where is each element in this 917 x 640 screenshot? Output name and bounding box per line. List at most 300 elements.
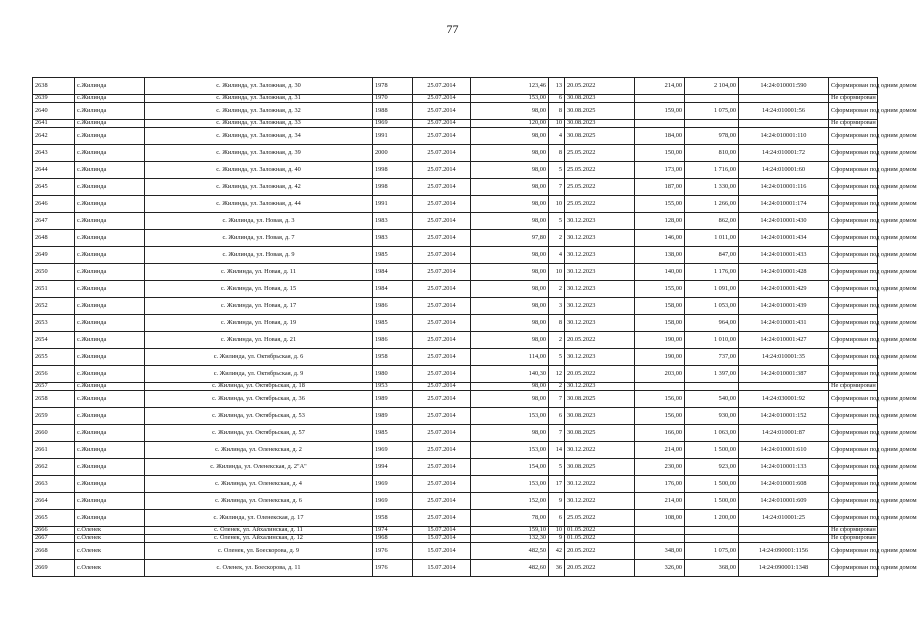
cell-cadastral-value: 923,00 — [685, 459, 739, 476]
cell-area: 98,00 — [471, 264, 549, 281]
cell-registration-date: 25.07.2014 — [413, 247, 471, 264]
cell-build-year: 1985 — [373, 425, 413, 442]
cell-row-number: 2654 — [33, 332, 75, 349]
cell-residents: 6 — [549, 95, 565, 103]
cell-build-year: 1986 — [373, 298, 413, 315]
cell-residents: 5 — [549, 213, 565, 230]
cell-land-area: 214,00 — [635, 442, 685, 459]
cell-land-area — [635, 527, 685, 535]
cell-build-year: 1984 — [373, 264, 413, 281]
cell-residents: 6 — [549, 408, 565, 425]
cell-land-status: Сформирован под одним домом — [829, 332, 878, 349]
cell-land-status: Сформирован под одним домом — [829, 179, 878, 196]
cell-registration-date: 25.07.2014 — [413, 332, 471, 349]
cell-row-number: 2652 — [33, 298, 75, 315]
cell-row-number: 2657 — [33, 383, 75, 391]
cell-cadastral-value — [685, 95, 739, 103]
table-row — [33, 476, 878, 493]
cell-land-area: 128,00 — [635, 213, 685, 230]
cell-land-status: Сформирован под одним домом — [829, 230, 878, 247]
cell-cadastral-value: 964,00 — [685, 315, 739, 332]
cell-row-number: 2659 — [33, 408, 75, 425]
cell-cadastral-number: 14:24:010001:434 — [739, 230, 829, 247]
cell-cadastral-number: 14:24:010001:439 — [739, 298, 829, 315]
cell-row-number: 2643 — [33, 145, 75, 162]
cell-registration-date: 25.07.2014 — [413, 196, 471, 213]
table-row — [33, 442, 878, 459]
cell-settlement: с.Жилинда — [75, 128, 145, 145]
cell-residents: 9 — [549, 493, 565, 510]
cell-deadline-date: 20.05.2022 — [565, 543, 635, 560]
cell-land-status: Не сформирован — [829, 535, 878, 543]
table-row — [33, 298, 878, 315]
cell-cadastral-value — [685, 383, 739, 391]
cell-area: 120,00 — [471, 120, 549, 128]
table-row — [33, 366, 878, 383]
cell-settlement: с.Жилинда — [75, 493, 145, 510]
cell-residents: 8 — [549, 103, 565, 120]
cell-cadastral-value: 1 330,00 — [685, 179, 739, 196]
cell-cadastral-number — [739, 383, 829, 391]
cell-land-area: 184,00 — [635, 128, 685, 145]
table-row — [33, 459, 878, 476]
cell-build-year: 1984 — [373, 281, 413, 298]
cell-deadline-date: 30.08.2025 — [565, 425, 635, 442]
cell-cadastral-number: 14:24:010001:87 — [739, 425, 829, 442]
table-row — [33, 332, 878, 349]
cell-cadastral-value: 1 075,00 — [685, 103, 739, 120]
cell-row-number: 2639 — [33, 95, 75, 103]
cell-deadline-date: 25.05.2022 — [565, 145, 635, 162]
cell-registration-date: 25.07.2014 — [413, 230, 471, 247]
cell-cadastral-value: 1 500,00 — [685, 442, 739, 459]
cell-land-status: Сформирован под одним домом — [829, 543, 878, 560]
cell-area: 98,00 — [471, 196, 549, 213]
cell-cadastral-value: 1 500,00 — [685, 476, 739, 493]
cell-settlement: с.Жилинда — [75, 510, 145, 527]
cell-address: с. Жилинда, ул. Заложная, д. 39 — [145, 145, 373, 162]
cell-cadastral-number: 14:24:010001:610 — [739, 442, 829, 459]
cell-row-number: 2658 — [33, 391, 75, 408]
cell-row-number: 2655 — [33, 349, 75, 366]
cell-address: с. Жилинда, ул. Новая, д. 3 — [145, 213, 373, 230]
table-row — [33, 128, 878, 145]
cell-deadline-date: 30.08.2023 — [565, 408, 635, 425]
cell-cadastral-number: 14:24:010001:609 — [739, 493, 829, 510]
cell-address: с. Жилинда, ул. Оленекская, д. 6 — [145, 493, 373, 510]
cell-land-area: 187,00 — [635, 179, 685, 196]
cell-cadastral-value: 1 716,00 — [685, 162, 739, 179]
cell-build-year: 1988 — [373, 103, 413, 120]
cell-build-year: 1986 — [373, 332, 413, 349]
cell-row-number: 2638 — [33, 78, 75, 95]
cell-land-status: Сформирован под одним домом — [829, 162, 878, 179]
cell-registration-date: 25.07.2014 — [413, 128, 471, 145]
cell-cadastral-value: 1 200,00 — [685, 510, 739, 527]
cell-area: 78,00 — [471, 510, 549, 527]
cell-residents: 8 — [549, 315, 565, 332]
cell-cadastral-value: 1 063,00 — [685, 425, 739, 442]
cell-cadastral-number: 14:24:010001:431 — [739, 315, 829, 332]
cell-deadline-date: 30.08.2023 — [565, 95, 635, 103]
table-row — [33, 196, 878, 213]
cell-residents: 2 — [549, 281, 565, 298]
cell-cadastral-value: 1 176,00 — [685, 264, 739, 281]
cell-build-year: 1969 — [373, 476, 413, 493]
cell-area: 98,00 — [471, 391, 549, 408]
cell-registration-date: 25.07.2014 — [413, 281, 471, 298]
cell-registration-date: 15.07.2014 — [413, 527, 471, 535]
cell-cadastral-number: 14:24:010001:433 — [739, 247, 829, 264]
cell-settlement: с.Оленек — [75, 543, 145, 560]
cell-row-number: 2667 — [33, 535, 75, 543]
cell-cadastral-value: 1 397,00 — [685, 366, 739, 383]
cell-area: 132,30 — [471, 535, 549, 543]
cell-cadastral-number: 14:24:010001:429 — [739, 281, 829, 298]
cell-area: 98,00 — [471, 298, 549, 315]
cell-address: с. Жилинда, ул. Заложная, д. 30 — [145, 78, 373, 95]
table-row — [33, 493, 878, 510]
cell-cadastral-number: 14:24:010001:174 — [739, 196, 829, 213]
cell-cadastral-value: 930,00 — [685, 408, 739, 425]
cell-registration-date: 25.07.2014 — [413, 493, 471, 510]
cell-settlement: с.Жилинда — [75, 383, 145, 391]
cell-row-number: 2662 — [33, 459, 75, 476]
cell-row-number: 2650 — [33, 264, 75, 281]
table-body — [33, 78, 917, 577]
cell-residents: 7 — [549, 179, 565, 196]
cell-cadastral-value: 1 075,00 — [685, 543, 739, 560]
cell-residents: 14 — [549, 442, 565, 459]
cell-area: 153,00 — [471, 476, 549, 493]
cell-build-year: 1969 — [373, 493, 413, 510]
cell-area: 154,00 — [471, 459, 549, 476]
cell-cadastral-number: 14:24:010001:428 — [739, 264, 829, 281]
cell-registration-date: 25.07.2014 — [413, 383, 471, 391]
cell-area: 98,00 — [471, 425, 549, 442]
table-row — [33, 527, 878, 535]
cell-settlement: с.Оленек — [75, 535, 145, 543]
cell-registration-date: 25.07.2014 — [413, 298, 471, 315]
table-row — [33, 315, 878, 332]
cell-address: с. Жилинда, ул. Октябрьская, д. 36 — [145, 391, 373, 408]
cell-cadastral-number: 14:24:010001:110 — [739, 128, 829, 145]
cell-area: 140,30 — [471, 366, 549, 383]
cell-address: с. Жилинда, ул. Новая, д. 7 — [145, 230, 373, 247]
cell-land-area: 173,00 — [635, 162, 685, 179]
cell-cadastral-number: 14:24:010001:152 — [739, 408, 829, 425]
cell-cadastral-number: 14:24:010001:72 — [739, 145, 829, 162]
cell-address: с. Жилинда, ул. Октябрьская, д. 9 — [145, 366, 373, 383]
cell-land-status: Сформирован под одним домом — [829, 510, 878, 527]
cell-address: с. Жилинда, ул. Заложная, д. 34 — [145, 128, 373, 145]
cell-land-status: Сформирован под одним домом — [829, 196, 878, 213]
cell-land-status: Сформирован под одним домом — [829, 103, 878, 120]
cell-registration-date: 25.07.2014 — [413, 264, 471, 281]
cell-build-year: 1983 — [373, 213, 413, 230]
cell-address: с. Жилинда, ул. Новая, д. 17 — [145, 298, 373, 315]
cell-area: 153,00 — [471, 95, 549, 103]
cell-row-number: 2640 — [33, 103, 75, 120]
cell-registration-date: 25.07.2014 — [413, 162, 471, 179]
cell-land-status: Сформирован под одним домом — [829, 315, 878, 332]
cell-residents: 17 — [549, 476, 565, 493]
cell-cadastral-number — [739, 527, 829, 535]
cell-settlement: с.Жилинда — [75, 230, 145, 247]
cell-deadline-date: 30.12.2023 — [565, 213, 635, 230]
cell-deadline-date: 30.12.2022 — [565, 493, 635, 510]
table-row — [33, 120, 878, 128]
cell-cadastral-value: 1 266,00 — [685, 196, 739, 213]
table-row — [33, 162, 878, 179]
cell-area: 98,00 — [471, 162, 549, 179]
cell-row-number: 2653 — [33, 315, 75, 332]
table-row — [33, 383, 878, 391]
cell-row-number: 2651 — [33, 281, 75, 298]
cell-land-status: Сформирован под одним домом — [829, 281, 878, 298]
cell-registration-date: 25.07.2014 — [413, 120, 471, 128]
cell-land-status: Сформирован под одним домом — [829, 425, 878, 442]
cell-address: с. Жилинда, ул. Заложная, д. 44 — [145, 196, 373, 213]
cell-area: 482,60 — [471, 560, 549, 577]
table-row — [33, 391, 878, 408]
cell-address: с. Оленек, ул. Айхалинская, д. 12 — [145, 535, 373, 543]
cell-deadline-date: 30.08.2025 — [565, 459, 635, 476]
cell-address: с. Оленек, ул. Айхалинская, д. 11 — [145, 527, 373, 535]
cell-land-status: Сформирован под одним домом — [829, 349, 878, 366]
cell-residents: 36 — [549, 560, 565, 577]
cell-land-area: 140,00 — [635, 264, 685, 281]
cell-address: с. Жилинда, ул. Заложная, д. 42 — [145, 179, 373, 196]
cell-land-status: Сформирован под одним домом — [829, 366, 878, 383]
cell-land-status: Не сформирован — [829, 120, 878, 128]
table-row — [33, 349, 878, 366]
cell-registration-date: 15.07.2014 — [413, 560, 471, 577]
cell-residents: 3 — [549, 298, 565, 315]
cell-settlement: с.Жилинда — [75, 408, 145, 425]
cell-land-area: 203,00 — [635, 366, 685, 383]
cell-residents: 2 — [549, 230, 565, 247]
cell-area: 98,00 — [471, 213, 549, 230]
cell-land-status: Сформирован под одним домом — [829, 459, 878, 476]
cell-settlement: с.Жилинда — [75, 349, 145, 366]
cell-row-number: 2648 — [33, 230, 75, 247]
cell-build-year: 1969 — [373, 442, 413, 459]
cell-cadastral-value: 862,00 — [685, 213, 739, 230]
page-number: 77 — [446, 22, 459, 36]
cell-deadline-date: 30.12.2023 — [565, 230, 635, 247]
cell-residents: 42 — [549, 543, 565, 560]
table-row — [33, 78, 878, 95]
cell-land-status: Сформирован под одним домом — [829, 408, 878, 425]
cell-address: с. Жилинда, ул. Новая, д. 19 — [145, 315, 373, 332]
cell-cadastral-value: 1 091,00 — [685, 281, 739, 298]
table-row — [33, 95, 878, 103]
cell-row-number: 2647 — [33, 213, 75, 230]
cell-address: с. Жилинда, ул. Оленекская, д. 2 — [145, 442, 373, 459]
cell-land-area — [635, 95, 685, 103]
cell-cadastral-value — [685, 527, 739, 535]
cell-row-number: 2666 — [33, 527, 75, 535]
cell-cadastral-number: 14:24:010001:427 — [739, 332, 829, 349]
cell-registration-date: 25.07.2014 — [413, 95, 471, 103]
cell-registration-date: 25.07.2014 — [413, 315, 471, 332]
cell-area: 153,00 — [471, 408, 549, 425]
cell-build-year: 1958 — [373, 510, 413, 527]
cell-area: 98,00 — [471, 315, 549, 332]
cell-build-year: 1991 — [373, 128, 413, 145]
cell-registration-date: 25.07.2014 — [413, 349, 471, 366]
cell-row-number: 2649 — [33, 247, 75, 264]
cell-settlement: с.Жилинда — [75, 120, 145, 128]
cell-residents: 9 — [549, 535, 565, 543]
cell-build-year: 1958 — [373, 349, 413, 366]
cell-deadline-date: 30.08.2025 — [565, 103, 635, 120]
cell-cadastral-number: 14:24:010001:608 — [739, 476, 829, 493]
cell-build-year: 1970 — [373, 95, 413, 103]
cell-residents: 8 — [549, 145, 565, 162]
cell-row-number: 2664 — [33, 493, 75, 510]
cell-cadastral-number: 14:24:010001:116 — [739, 179, 829, 196]
cell-land-area: 155,00 — [635, 196, 685, 213]
cell-cadastral-value — [685, 535, 739, 543]
cell-settlement: с.Жилинда — [75, 459, 145, 476]
cell-address: с. Жилинда, ул. Оленекская, д. 2"А" — [145, 459, 373, 476]
cell-row-number: 2645 — [33, 179, 75, 196]
cell-build-year: 1985 — [373, 315, 413, 332]
cell-build-year: 1976 — [373, 560, 413, 577]
cell-address: с. Жилинда, ул. Заложная, д. 31 — [145, 95, 373, 103]
cell-residents: 13 — [549, 78, 565, 95]
cell-row-number: 2668 — [33, 543, 75, 560]
cell-row-number: 2641 — [33, 120, 75, 128]
cell-area: 153,00 — [471, 442, 549, 459]
cell-build-year: 1976 — [373, 543, 413, 560]
cell-registration-date: 25.07.2014 — [413, 459, 471, 476]
cell-registration-date: 25.07.2014 — [413, 213, 471, 230]
cell-land-area: 146,00 — [635, 230, 685, 247]
cell-settlement: с.Жилинда — [75, 162, 145, 179]
cell-settlement: с.Оленек — [75, 527, 145, 535]
cell-land-area: 156,00 — [635, 391, 685, 408]
cell-area: 98,00 — [471, 179, 549, 196]
cell-row-number: 2661 — [33, 442, 75, 459]
cell-land-area: 138,00 — [635, 247, 685, 264]
cell-deadline-date: 30.12.2023 — [565, 298, 635, 315]
cell-land-status: Сформирован под одним домом — [829, 78, 878, 95]
cell-settlement: с.Жилинда — [75, 103, 145, 120]
cell-residents: 4 — [549, 247, 565, 264]
cell-address: с. Жилинда, ул. Оленекская, д. 4 — [145, 476, 373, 493]
cell-settlement: с.Жилинда — [75, 179, 145, 196]
cell-land-area: 166,00 — [635, 425, 685, 442]
cell-cadastral-value — [685, 120, 739, 128]
cell-address: с. Жилинда, ул. Оленекская, д. 17 — [145, 510, 373, 527]
cell-settlement: с.Жилинда — [75, 315, 145, 332]
cell-residents: 10 — [549, 527, 565, 535]
cell-registration-date: 25.07.2014 — [413, 476, 471, 493]
cell-cadastral-number: 14:24:010001:387 — [739, 366, 829, 383]
cell-residents: 4 — [549, 128, 565, 145]
cell-residents: 7 — [549, 425, 565, 442]
cell-build-year: 1998 — [373, 162, 413, 179]
cell-deadline-date: 25.05.2022 — [565, 162, 635, 179]
cell-land-status: Сформирован под одним домом — [829, 560, 878, 577]
cell-registration-date: 25.07.2014 — [413, 78, 471, 95]
cell-settlement: с.Оленек — [75, 560, 145, 577]
cell-residents: 5 — [549, 459, 565, 476]
cell-land-status: Сформирован под одним домом — [829, 264, 878, 281]
cell-deadline-date: 25.05.2022 — [565, 510, 635, 527]
cell-area: 123,46 — [471, 78, 549, 95]
cell-cadastral-value: 1 011,00 — [685, 230, 739, 247]
cell-residents: 2 — [549, 332, 565, 349]
cell-registration-date: 25.07.2014 — [413, 145, 471, 162]
cell-deadline-date: 25.05.2022 — [565, 196, 635, 213]
cell-build-year: 1998 — [373, 179, 413, 196]
cell-registration-date: 15.07.2014 — [413, 535, 471, 543]
cell-area: 159,10 — [471, 527, 549, 535]
cell-land-area: 155,00 — [635, 281, 685, 298]
cell-settlement: с.Жилинда — [75, 281, 145, 298]
table-row — [33, 425, 878, 442]
cell-area: 98,00 — [471, 247, 549, 264]
cell-deadline-date: 20.05.2022 — [565, 366, 635, 383]
cell-address: с. Жилинда, ул. Новая, д. 9 — [145, 247, 373, 264]
cell-build-year: 1980 — [373, 366, 413, 383]
cell-settlement: с.Жилинда — [75, 391, 145, 408]
cell-land-area — [635, 383, 685, 391]
table-row — [33, 213, 878, 230]
cell-area: 98,00 — [471, 145, 549, 162]
cell-area: 98,00 — [471, 332, 549, 349]
cell-settlement: с.Жилинда — [75, 425, 145, 442]
cell-residents: 6 — [549, 510, 565, 527]
cell-residents: 7 — [549, 391, 565, 408]
cell-deadline-date: 30.12.2023 — [565, 264, 635, 281]
cell-address: с. Жилинда, ул. Заложная, д. 33 — [145, 120, 373, 128]
table-row — [33, 535, 878, 543]
cell-deadline-date: 20.05.2022 — [565, 560, 635, 577]
cell-land-area: 348,00 — [635, 543, 685, 560]
cell-land-area: 176,00 — [635, 476, 685, 493]
cell-cadastral-number: 14:24:010001:25 — [739, 510, 829, 527]
cell-row-number: 2663 — [33, 476, 75, 493]
cell-deadline-date: 30.12.2023 — [565, 247, 635, 264]
cell-land-status: Сформирован под одним домом — [829, 145, 878, 162]
cell-cadastral-number: 14:24:030001:92 — [739, 391, 829, 408]
cell-address: с. Жилинда, ул. Октябрьская, д. 6 — [145, 349, 373, 366]
cell-address: с. Жилинда, ул. Новая, д. 21 — [145, 332, 373, 349]
cell-area: 98,00 — [471, 128, 549, 145]
cell-settlement: с.Жилинда — [75, 196, 145, 213]
cell-cadastral-number: 14:24:010001:133 — [739, 459, 829, 476]
cell-settlement: с.Жилинда — [75, 247, 145, 264]
cell-settlement: с.Жилинда — [75, 213, 145, 230]
cell-cadastral-number — [739, 95, 829, 103]
cell-cadastral-number: 14:24:010001:430 — [739, 213, 829, 230]
cell-settlement: с.Жилинда — [75, 476, 145, 493]
cell-land-area: 150,00 — [635, 145, 685, 162]
table-row — [33, 264, 878, 281]
cell-land-status: Сформирован под одним домом — [829, 493, 878, 510]
cell-deadline-date: 30.12.2022 — [565, 442, 635, 459]
cell-land-area: 159,00 — [635, 103, 685, 120]
cell-land-status: Сформирован под одним домом — [829, 128, 878, 145]
cell-cadastral-number: 14:24:010001:56 — [739, 103, 829, 120]
table-row — [33, 408, 878, 425]
cell-land-status: Не сформирован — [829, 95, 878, 103]
